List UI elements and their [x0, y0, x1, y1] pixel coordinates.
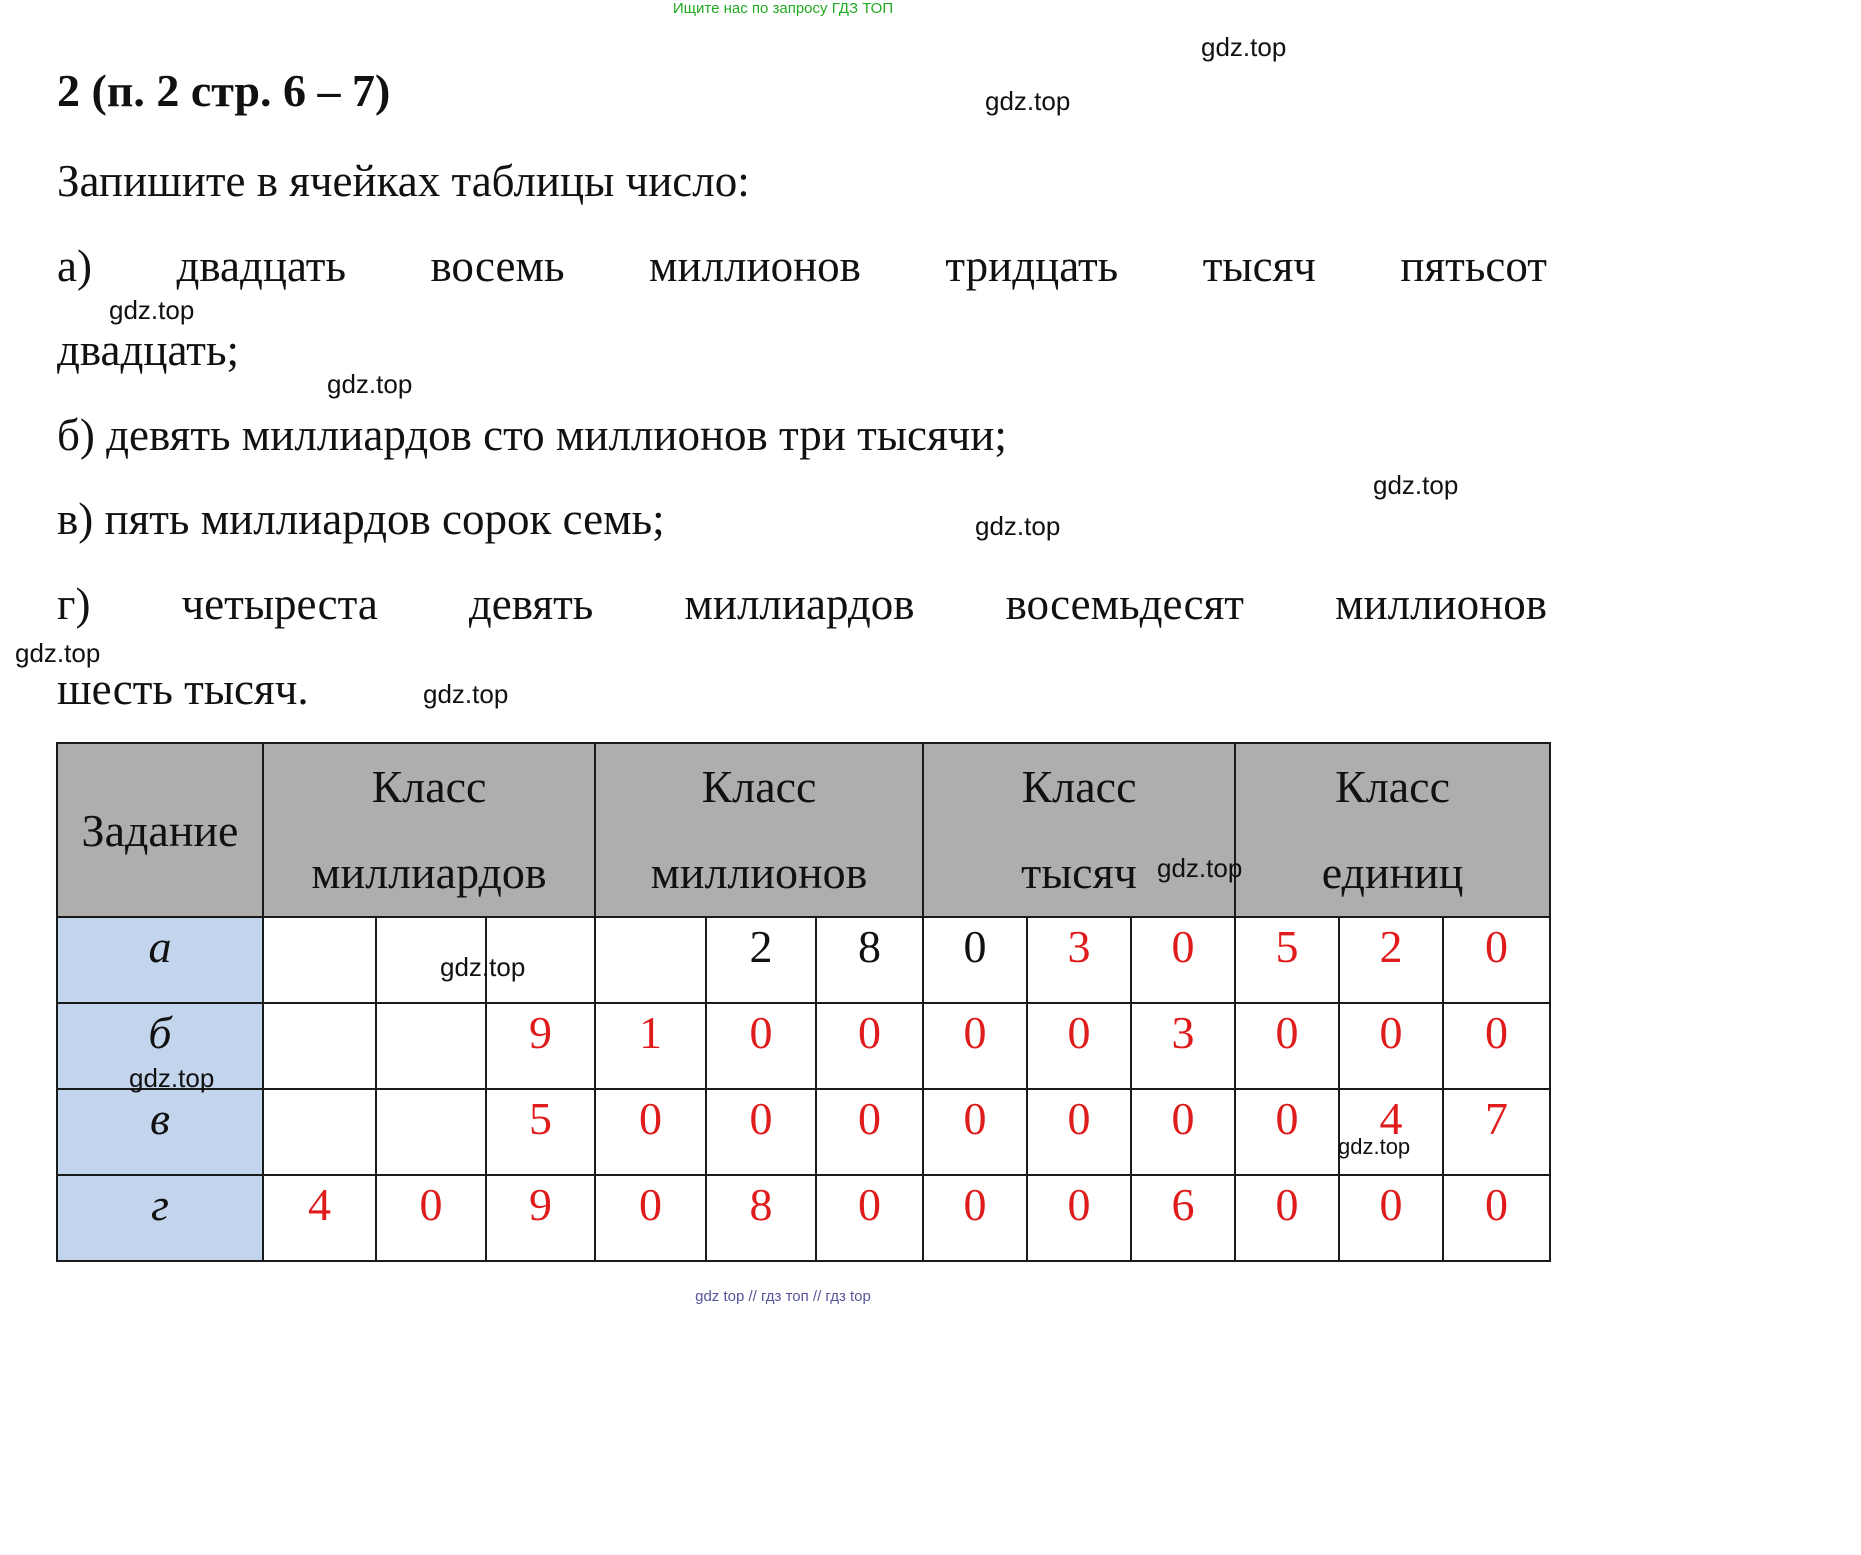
digit-cell: 9	[486, 1175, 595, 1261]
digit-cell: 6	[1131, 1175, 1235, 1261]
class-header-thousands	[923, 743, 1235, 917]
word: восемь	[430, 241, 565, 291]
row-label: г	[57, 1175, 263, 1261]
word: восемьдесят	[1005, 579, 1244, 629]
watermark: gdz.top	[129, 1063, 215, 1093]
class-label: Класс	[371, 761, 487, 812]
item-g-line1	[57, 578, 1547, 630]
digit-cell: 5	[1235, 917, 1339, 1003]
watermark: gdz.top	[1201, 32, 1287, 62]
row-label: в	[57, 1089, 263, 1175]
digit-cell: 2	[1339, 917, 1443, 1003]
task-header: Задание	[57, 743, 263, 917]
item-v: в) пять миллиардов сорок семь;	[57, 494, 665, 544]
digit-cell: 0	[376, 1175, 486, 1261]
digit-cell: 0	[1027, 1175, 1131, 1261]
digit-cell: 0	[923, 1175, 1027, 1261]
word: г)	[57, 579, 91, 629]
class-label: Класс	[1335, 761, 1450, 812]
watermark: gdz.top	[1338, 1134, 1411, 1159]
word: миллионов	[1335, 579, 1547, 629]
top-banner: Ищите нас по запросу ГДЗ ТОП	[672, 0, 894, 17]
table-row	[57, 1089, 1550, 1175]
word: тысяч	[1202, 241, 1316, 291]
digit-cell: 0	[706, 1003, 816, 1089]
class-name: тысяч	[1021, 847, 1137, 898]
digit-cell: 0	[595, 1175, 706, 1261]
digit-cell: 1	[595, 1003, 706, 1089]
exercise-title: 2 (п. 2 стр. 6 – 7)	[57, 65, 391, 116]
word: миллиардов	[684, 579, 915, 629]
table-header-row	[57, 743, 1550, 917]
digit-cell: 0	[1027, 1089, 1131, 1175]
word: миллионов	[649, 241, 861, 291]
word: тридцать	[945, 241, 1119, 291]
word: а)	[57, 241, 92, 291]
digit-cell: 0	[706, 1089, 816, 1175]
watermark: gdz.top	[440, 952, 526, 982]
class-header-millions	[595, 743, 923, 917]
watermark: gdz.top	[1373, 470, 1459, 500]
digit-cell: 0	[816, 1089, 923, 1175]
watermark: gdz.top	[327, 369, 413, 399]
item-a-line2: двадцать;	[57, 325, 239, 375]
watermark: gdz.top	[109, 295, 195, 325]
class-label: Класс	[701, 761, 817, 812]
digit-cell: 9	[486, 1003, 595, 1089]
digit-cell: 3	[1131, 1003, 1235, 1089]
digit-cell: 0	[816, 1003, 923, 1089]
digit-cell: 0	[1131, 1089, 1235, 1175]
table-row	[57, 1003, 1550, 1089]
digit-cell: 0	[923, 1089, 1027, 1175]
instruction-text: Запишите в ячейках таблицы число:	[57, 156, 750, 206]
table-row	[57, 1175, 1550, 1261]
digit-cell	[263, 917, 376, 1003]
digit-cell	[263, 1089, 376, 1175]
item-b: б) девять миллиардов сто миллионов три тысячи;	[57, 410, 1007, 460]
digit-cell	[595, 917, 706, 1003]
digit-cell: 0	[1339, 1175, 1443, 1261]
row-label: б	[57, 1003, 263, 1089]
class-label: Класс	[1021, 761, 1137, 812]
digit-cell: 4	[1339, 1089, 1443, 1175]
digit-cell: 0	[1443, 1175, 1550, 1261]
class-header-billions	[263, 743, 595, 917]
digit-cell: 0	[1443, 1003, 1550, 1089]
row-label: а	[57, 917, 263, 1003]
digit-cell: 0	[1235, 1089, 1339, 1175]
digit-cell: 4	[263, 1175, 376, 1261]
class-name: единиц	[1321, 847, 1464, 898]
word: пятьсот	[1400, 241, 1547, 291]
word: двадцать	[176, 241, 346, 291]
watermark: gdz.top	[985, 86, 1071, 116]
digit-cell: 0	[1235, 1175, 1339, 1261]
footer: gdz top // гдз топ // гдз top	[695, 1288, 871, 1305]
watermark: gdz.top	[1157, 853, 1243, 883]
word: четыреста	[181, 579, 378, 629]
digit-cell: 0	[923, 917, 1027, 1003]
digit-cell: 2	[706, 917, 816, 1003]
digit-cell: 0	[1443, 917, 1550, 1003]
digit-cell: 8	[816, 917, 923, 1003]
digit-cell	[376, 1003, 486, 1089]
item-g-line2: шесть тысяч.	[57, 664, 309, 714]
digit-cell: 5	[486, 1089, 595, 1175]
digit-cell: 0	[816, 1175, 923, 1261]
digit-cell: 8	[706, 1175, 816, 1261]
class-name: миллионов	[650, 847, 868, 898]
digit-cell: 0	[1235, 1003, 1339, 1089]
digit-cell: 0	[595, 1089, 706, 1175]
word: девять	[468, 579, 594, 629]
table-row	[57, 917, 1550, 1003]
digits-table	[56, 742, 1551, 1262]
digit-cell: 3	[1027, 917, 1131, 1003]
class-name: миллиардов	[311, 847, 547, 898]
digit-cell: 0	[923, 1003, 1027, 1089]
digit-cell	[263, 1003, 376, 1089]
class-header-units	[1235, 743, 1550, 917]
digit-cell: 0	[1131, 917, 1235, 1003]
watermark: gdz.top	[15, 638, 101, 668]
item-a-line1	[57, 240, 1547, 292]
digit-cell: 0	[1027, 1003, 1131, 1089]
watermark: gdz.top	[975, 511, 1061, 541]
digit-cell: 7	[1443, 1089, 1550, 1175]
digit-cell	[376, 1089, 486, 1175]
watermark: gdz.top	[423, 679, 509, 709]
digit-cell: 0	[1339, 1003, 1443, 1089]
